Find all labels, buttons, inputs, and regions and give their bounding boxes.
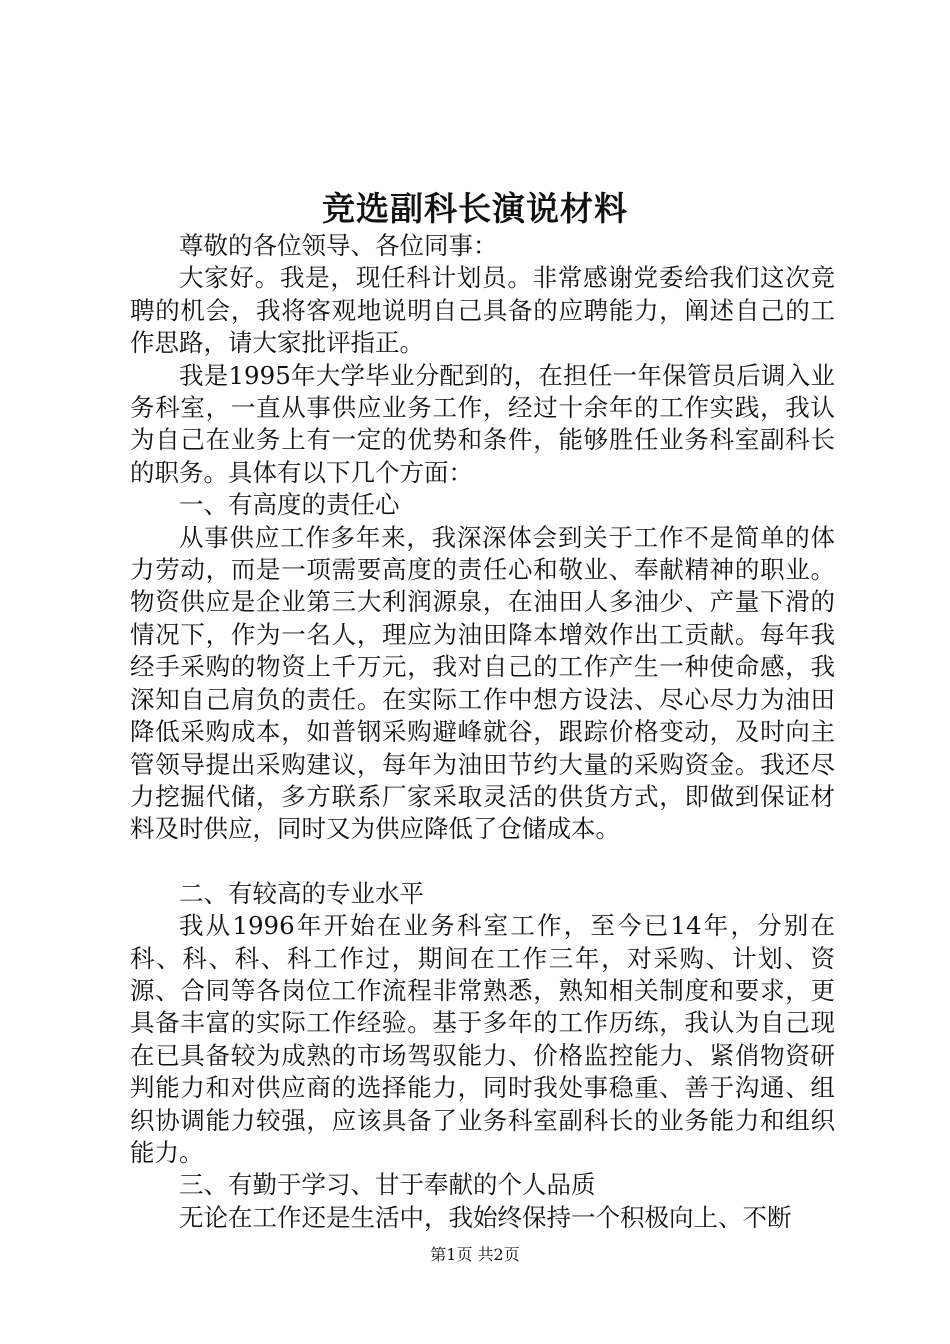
section-heading-2: 二、有较高的专业水平 — [179, 878, 424, 908]
section-heading-3: 三、有勤于学习、甘于奉献的个人品质 — [179, 1170, 596, 1200]
section-body-1: 从事供应工作多年来，我深深体会到关于工作不是简单的体力劳动，而是一项需要高度的责任心和敬业、奉献精神的职业。物资供应是企业第三大利润源泉，在油田人多油少、产量下滑的情况下，作为一名人，理应为油田降本增效作出工贡献。每年我经手采购的物资上千万元，我对自己的工作产生一种使命感，我深知自己肩负的责任。在实际工作中想方设法、尽心尽力为油田降低采购成本，如普钢采购避峰就谷，跟踪价格变动，及时向主管领导提出采购建议，每年为油田节约大量的采购资金。我还尽力挖掘代储，多方联系厂家采取灵活的供货方式，即做到保证材料及时供应，同时又为供应降低了仓储成本。 — [130, 522, 835, 844]
background-paragraph: 我是1995年大学毕业分配到的，在担任一年保管员后调入业务科室，一直从事供应业务工作，经过十余年的工作实践，我认为自己在业务上有一定的优势和条件，能够胜任业务科室副科长的职务。具体有以下几个方面： — [130, 360, 835, 487]
document-title: 竞选副科长演说材料 — [322, 189, 628, 228]
paragraph-spacer — [130, 846, 835, 878]
page-footer: 第1页 共2页 — [430, 1245, 520, 1264]
section-heading-1: 一、有高度的责任心 — [179, 490, 400, 520]
section-body-2: 我从1996年开始在业务科室工作，至今已14年，分别在科、科、科、科工作过，期间在工作三年，对采购、计划、资源、合同等各岗位工作流程非常熟悉，熟知相关制度和要求，更具备丰富的实际工作经验。基于多年的工作历练，我认为自己现在已具备较为成熟的市场驾驭能力、价格监控能力、紧俏物资研判能力和对供应商的选择能力，同时我处事稳重、善于沟通、组织协调能力较强，应该具备了业务科室副科长的业务能力和组织能力。 — [130, 911, 835, 1167]
greeting-paragraph: 尊敬的各位领导、各位同事： — [179, 231, 498, 260]
document-body — [130, 230, 835, 1234]
section-body-3: 无论在工作还是生活中，我始终保持一个积极向上、不断 — [179, 1202, 792, 1232]
intro-paragraph: 大家好。我是，现任科计划员。非常感谢党委给我们这次竞聘的机会，我将客观地说明自己具备的应聘能力，阐述自己的工作思路，请大家批评指正。 — [130, 263, 835, 358]
